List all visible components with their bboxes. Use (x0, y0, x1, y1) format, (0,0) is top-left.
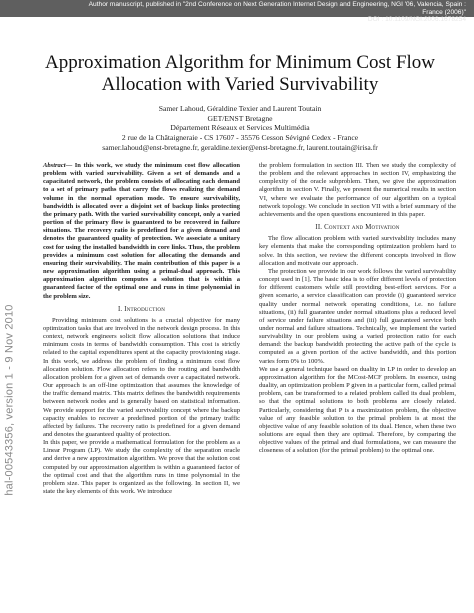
affiliation: GET/ENST Bretagne (207, 113, 273, 123)
header-line-1: Author manuscript, published in "2nd Conference on Next Generation Internet Design and Engineering, NGI '06, Valencia, Spain : (88, 1, 466, 8)
abstract-text: — In this work, we study the minimum cost flow allocation problem with varied survivability. Given a set of demands and a capacitated network, the problem consists of allocating each demand to a set of primary paths that carry the flows realizing the demand volume in the normal operation mode. To ensure survivability, bandwidth is allocated over a disjoint set of backup links protecting the primary path. With the varied survivability concept, only a varied portion of the primary flow is guaranteed to be recovered in failure situations. The recovery ratio is predefined for a given demand and denotes the guaranteed quality of protection. We associate a unitary cost for using the installed bandwidth in core links. Thus, the problem provides a minimum cost solution for allocating the demands and ensuring their survivability. The main contribution of this paper is a new approximation algorithm using a primal-dual approach. This approximation algorithm computes a solution that is within a guaranteed factor of the optimal one and runs in time polynomial in the problem size. (43, 162, 240, 300)
hal-sidebar (1, 220, 19, 580)
paragraph: We use a general technique based on duality in LP in order to develop an approximation algorithm for the MCost-MCF problem. In essence, using duality, an optimization problem P given in a particular form, called primal problem, can be transformed to a related problem called its dual problem, so that the optimal solutions to both problems are closely related. Particularly, considering that P is a maximization problem, the objective value of any feasible solution to the primal problem is at most the objective value of any feasible solution of its dual. Hence, when these two solutions are equal then they are optimal. Therefore, by comparing the objective values of the primal and dual formulations, we can measure the closeness of a solution (for the primal problem) to the optimal one. (259, 365, 456, 455)
header-line-2: France (2006)" (422, 8, 466, 16)
publication-header (36, 1, 466, 24)
paragraph: The flow allocation problem with varied survivability includes many key elements that make the corresponding optimization problem hard to solve. In this section, we review the different concepts involved in flow allocation and motivate our approach. (259, 235, 456, 267)
title-line-2: Allocation with Varied Survivability (101, 74, 379, 95)
abstract (43, 162, 240, 301)
authors: Samer Lahoud, Géraldine Texier and Laurent Toutain (158, 104, 322, 113)
paper-title (30, 52, 450, 96)
section-heading-context: II. Context and Motivation (315, 224, 400, 232)
abstract-label: Abstract (43, 162, 66, 169)
emails: samer.lahoud@enst-bretagne.fr, geraldine.texier@enst-bretagne.fr, laurent.toutain@irisa.fr (102, 142, 378, 152)
paragraph: Providing minimum cost solutions is a crucial objective for many optimization tasks that are involved in the network design process. In this context, network engineers solicit flow allocation solutions that induce minimum costs in terms of bandwidth consumption. This cost is strictly related to the capital expenditures spent at the capacity provisioning stage. In this work, we address the problem of finding a minimum cost flow allocation solution. Flow allocation refers to the routing and bandwidth allocation problem for a given set of demands over a capacitated network. Our approach is an off-line optimization that assumes the knowledge of the traffic demand matrix. This matrix defines the bandwidth requirements between network nodes and is generally based on statistical information. We provide support for the varied survivability concept where the backup capacity enables to recover a predefined portion of the primary traffic affected by failures. The recovery ratio is predefined for a given demand and denotes the guaranteed quality of protection. (43, 316, 240, 438)
paragraph: In this paper, we provide a mathematical formulation for the problem as a Linear Program (LP). We study the complexity of the separation oracle and derive a new approximation algorithm. We prove that the solution cost computed by our approximation algorithm is within a guaranteed factor of the optimal cost and that the algorithm runs in time polynomial in the problem size. This paper is organized as the following. In section II, we state the key elements of this work. We introduce (43, 439, 240, 496)
section-heading-introduction: I. Introduction (117, 305, 166, 313)
department: Département Réseaux et Services Multimédia (170, 123, 310, 133)
address: 2 rue de la Châtaigneraie - CS 17607 - 35576 Cesson Sévigné Cedex - France (121, 133, 359, 143)
hal-identifier: hal-00543356, version 1 - 9 Nov 2010 (4, 304, 16, 496)
right-column (259, 162, 456, 455)
paragraph: the problem formulation in section III. Then we study the complexity of the problem and the relevant approaches in section IV, emphasizing the complexity of the oracle subproblem. Then, we give the approximation algorithm in section V. Finally, we present the numerical results in section VI, where we evaluate the performance of our algorithm on a typical network topology. We conclude in section VII with a brief summary of the achievements and the open questions encountered in this paper. (259, 162, 456, 218)
author-block (30, 104, 450, 153)
left-column (43, 162, 240, 496)
title-line-1: Approximation Algorithm for Minimum Cost Flow (44, 52, 436, 73)
header-doi: DOI : 10.1109/NGI.2006.1678254 (367, 16, 466, 24)
paragraph: The protection we provide in our work follows the varied survivability concept used in [1]. The basic idea is to offer different levels of protection for different customers while still providing best-effort services. For a given scenario, a service classification can provide (i) guaranteed service quality under normal network operating conditions, i.e. no failure situations, (ii) full guarantee under normal situations plus a reduced level of service under failure situations and (iii) full guaranteed service both under normal and failure situations. Technically, we implement the varied survivability in our problem using a varied protection ratio for each demand: the backup bandwidth protecting the active path of the cycle is computed as a given portion of the active bandwidth, and this portion varies form 0% to 100%. (259, 267, 456, 365)
